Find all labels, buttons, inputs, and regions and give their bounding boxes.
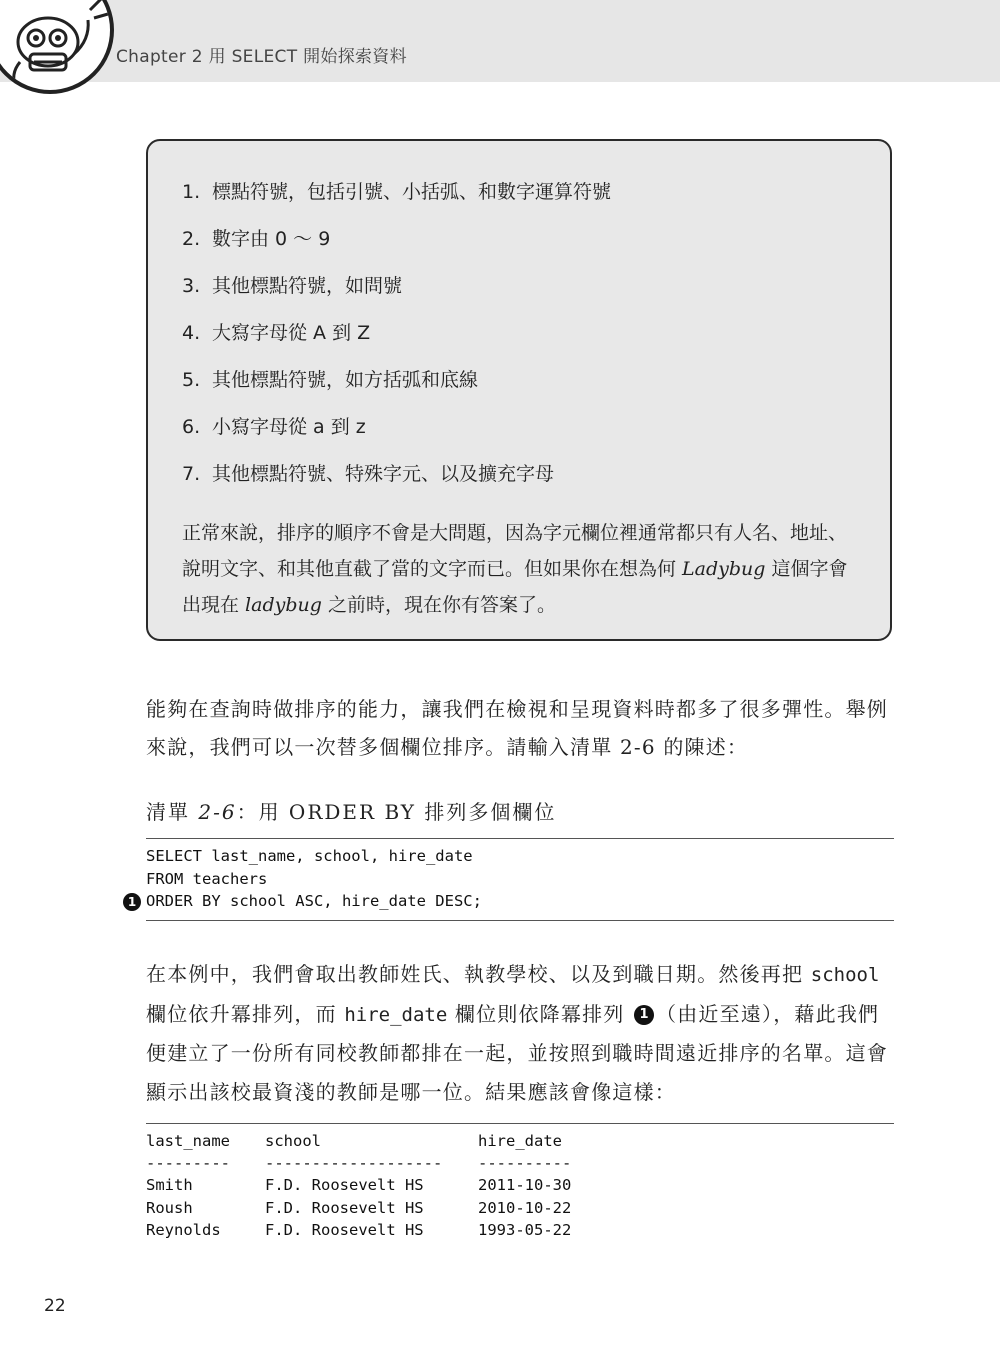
list-item: 7. 其他標點符號、特殊字元、以及擴充字母 <box>182 463 555 485</box>
list-item: 3. 其他標點符號，如問號 <box>182 275 403 297</box>
results-separator: ------------------- <box>265 1154 443 1172</box>
sort-order-list <box>182 179 611 508</box>
table-cell: F.D. Roosevelt HS <box>265 1199 424 1217</box>
results-header-cell: school <box>265 1132 321 1150</box>
listing-title: 清單 2-6：用 ORDER BY 排列多個欄位 <box>146 800 557 824</box>
results-header-cell: last_name <box>146 1132 230 1150</box>
list-item: 6. 小寫字母從 a 到 z <box>182 416 366 438</box>
table-cell: F.D. Roosevelt HS <box>265 1221 424 1239</box>
table-cell: Reynolds <box>146 1221 221 1239</box>
code-line: ORDER BY school ASC, hire_date DESC; <box>146 892 482 910</box>
note-box <box>146 139 892 641</box>
callout-marker-icon: 1 <box>123 893 141 911</box>
inline-code-school: school <box>810 964 880 986</box>
table-cell: 2011-10-30 <box>478 1176 572 1194</box>
italic-word-ladybug: ladybug <box>245 594 322 616</box>
table-cell: Smith <box>146 1176 193 1194</box>
list-item: 1. 標點符號，包括引號、小括弧、和數字運算符號 <box>182 181 612 203</box>
page-number: 22 <box>44 1296 66 1316</box>
body-paragraph-1: 能夠在查詢時做排序的能力，讓我們在檢視和呈現資料時都多了很多彈性。舉例來說，我們可以一次替多個欄位排序。請輸入清單 2-6 的陳述： <box>146 697 888 759</box>
table-cell: F.D. Roosevelt HS <box>265 1176 424 1194</box>
chapter-title: Chapter 2 用 SELECT 開始探索資料 <box>116 47 407 67</box>
list-item: 2. 數字由 0 ～ 9 <box>182 228 331 250</box>
code-line: SELECT last_name, school, hire_date <box>146 847 473 865</box>
note-paragraph: 正常來說，排序的順序不會是大問題，因為字元欄位裡通常都只有人名、地址、說明文字、和其他直截了當的文字而已。但如果你在想為何 Ladybug 這個字會出現在 ladybug 之前時，現在你有答案了。 <box>182 522 848 616</box>
list-item: 5. 其他標點符號，如方括弧和底線 <box>182 369 479 391</box>
chapter-header-band <box>0 0 1000 82</box>
results-separator: --------- <box>146 1154 230 1172</box>
callout-marker-icon: 1 <box>634 1005 654 1025</box>
table-cell: 1993-05-22 <box>478 1221 572 1239</box>
table-cell: 2010-10-22 <box>478 1199 572 1217</box>
results-separator: ---------- <box>478 1154 572 1172</box>
listing-top-rule <box>146 838 894 839</box>
list-item: 4. 大寫字母從 A 到 Z <box>182 322 371 344</box>
results-top-rule <box>146 1123 894 1124</box>
listing-bottom-rule <box>146 920 894 921</box>
code-line: FROM teachers <box>146 870 268 888</box>
inline-code-hire-date: hire_date <box>344 1003 448 1026</box>
table-cell: Roush <box>146 1199 193 1217</box>
body-paragraph-2: 在本例中，我們會取出教師姓氏、執教學校、以及到職日期。然後再把 school 欄位依升冪排列，而 hire_date 欄位則依降冪排列 1 （由近至遠），藉此我們便建立了一份所有同校教師都排在一起，並按照到職時間遠近排序的名單。這會顯示出該校最資淺的教師是哪一位。結果應該會像這樣： <box>146 962 888 1104</box>
italic-word-ladybug-capital: Ladybug <box>682 558 766 580</box>
results-header-cell: hire_date <box>478 1132 562 1150</box>
